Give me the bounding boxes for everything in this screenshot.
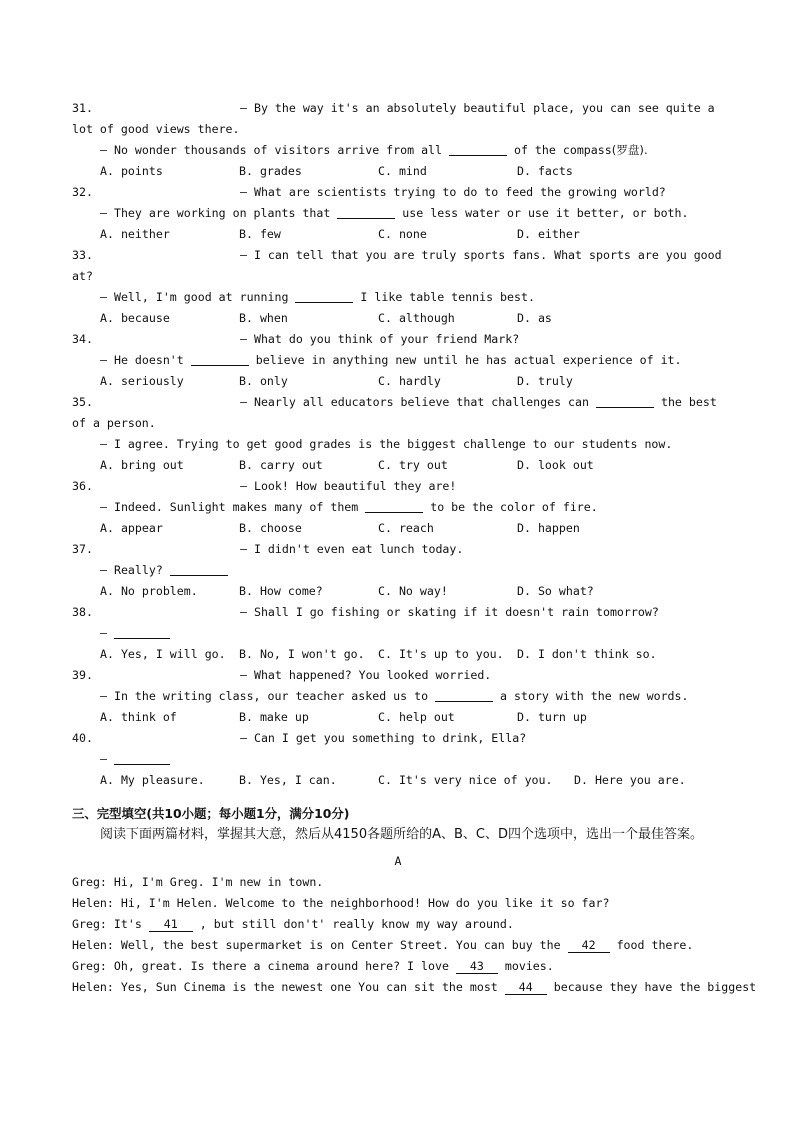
option-a[interactable]: A. bring out (100, 458, 184, 472)
question-39 (72, 665, 724, 728)
option-c[interactable]: C. try out (378, 458, 448, 472)
answer-blank[interactable] (365, 498, 423, 513)
option-b[interactable]: B. when (239, 311, 288, 325)
dialog-line (72, 914, 724, 935)
prompt-line: — I didn't even eat lunch today. (240, 542, 464, 556)
option-d[interactable]: D. Here you are. (574, 773, 686, 787)
prompt-continuation: lot of good views there. (72, 122, 240, 136)
question-40 (72, 728, 724, 791)
dialog-text: , but still don't' really know my way around. (192, 917, 514, 931)
reply-text: — I agree. Trying to get good grades is the biggest challenge to our students now. (100, 437, 673, 451)
dialog-text: movies. (497, 959, 554, 973)
prompt-line: the best (653, 395, 717, 409)
question-number: 34. (72, 332, 93, 346)
reply-text: — Really? (100, 563, 170, 577)
option-a[interactable]: A. neither (100, 227, 170, 241)
question-33 (72, 245, 724, 329)
option-d[interactable]: D. So what? (517, 584, 594, 598)
dialog-line (72, 872, 724, 893)
reply-text: — No wonder thousands of visitors arrive from all (100, 143, 450, 157)
option-b[interactable]: B. How come? (239, 584, 323, 598)
option-a[interactable]: A. Yes, I will go. (100, 647, 226, 661)
prompt-line: — What are scientists trying to do to feed the growing world? (240, 185, 666, 199)
dialog-text: Helen: Yes, Sun Cinema is the newest one You can sit the most (72, 980, 505, 994)
option-a[interactable]: A. think of (100, 710, 177, 724)
prompt-line: — By the way it's an absolutely beautiful place, you can see quite a (240, 101, 715, 115)
option-c[interactable]: C. although (378, 311, 455, 325)
option-a[interactable]: A. seriously (100, 374, 184, 388)
option-d[interactable]: D. I don't think so. (517, 647, 657, 661)
reply-text: a story with the new words. (493, 689, 689, 703)
option-c[interactable]: C. It's up to you. (378, 647, 504, 661)
answer-blank[interactable] (435, 687, 493, 702)
reply-text: of the compass (507, 143, 612, 157)
option-d[interactable]: D. as (517, 311, 552, 325)
prompt-continuation: at? (72, 269, 93, 283)
option-c[interactable]: C. It's very nice of you. (378, 773, 553, 787)
answer-blank[interactable] (114, 750, 170, 765)
dialog-text: Greg: Oh, great. Is there a cinema around here? I love (72, 959, 456, 973)
question-37 (72, 539, 724, 602)
option-b[interactable]: B. only (239, 374, 288, 388)
prompt-line: — Nearly all educators believe that challenges can (240, 395, 596, 409)
option-c[interactable]: C. hardly (378, 374, 441, 388)
dialog-line (72, 935, 724, 956)
cloze-blank[interactable]: 41 (149, 917, 193, 932)
prompt-continuation: of a person. (72, 416, 156, 430)
dialog (72, 872, 757, 998)
option-a[interactable]: A. My pleasure. (100, 773, 205, 787)
option-b[interactable]: B. grades (239, 164, 302, 178)
section-instructions: 阅读下面两篇材料，掌握其大意，然后从4150各题所给的A、B、C、D四个选项中，选出一个最佳答案。 (100, 827, 703, 842)
prompt-line: — Look! How beautiful they are! (240, 479, 457, 493)
dialog-text: Helen: Well, the best supermarket is on Center Street. You can buy the (72, 938, 568, 952)
cloze-blank[interactable]: 42 (568, 938, 610, 953)
option-d[interactable]: D. turn up (517, 710, 587, 724)
answer-blank[interactable] (114, 624, 170, 639)
question-number: 33. (72, 248, 93, 262)
question-number: 36. (72, 479, 93, 493)
prompt-line: — Shall I go fishing or skating if it doesn't rain tomorrow? (240, 605, 659, 619)
reply-text: use less water or use it better, or both. (395, 206, 689, 220)
question-32 (72, 182, 724, 245)
answer-blank[interactable] (449, 141, 507, 156)
option-c[interactable]: C. none (378, 227, 427, 241)
reply-text: — (100, 752, 114, 766)
question-number: 32. (72, 185, 93, 199)
prompt-line: — What do you think of your friend Mark? (240, 332, 520, 346)
question-31 (72, 98, 724, 182)
option-a[interactable]: A. because (100, 311, 170, 325)
dialog-text: because they have the biggest (546, 980, 757, 994)
reply-text: — He doesn't (100, 353, 191, 367)
option-b[interactable]: B. few (239, 227, 281, 241)
dialog-line (72, 893, 724, 914)
option-a[interactable]: A. appear (100, 521, 163, 535)
question-38 (72, 602, 724, 665)
reply-text: — Well, I'm good at running (100, 290, 296, 304)
option-c[interactable]: C. help out (378, 710, 455, 724)
prompt-line: — I can tell that you are truly sports fans. What sports are you good (240, 248, 722, 262)
option-d[interactable]: D. facts (517, 164, 573, 178)
dialog-text: Greg: It's (72, 917, 149, 931)
option-c[interactable]: C. No way! (378, 584, 448, 598)
reply-text: to be the color of fire. (423, 500, 598, 514)
option-d[interactable]: D. happen (517, 521, 580, 535)
cloze-blank[interactable]: 44 (505, 980, 547, 995)
answer-blank[interactable] (295, 288, 353, 303)
option-d[interactable]: D. look out (517, 458, 594, 472)
question-number: 35. (72, 395, 93, 409)
question-number: 39. (72, 668, 93, 682)
question-number: 31. (72, 101, 93, 115)
reply-text: — They are working on plants that (100, 206, 338, 220)
option-c[interactable]: C. reach (378, 521, 434, 535)
prompt-line: — What happened? You looked worried. (240, 668, 492, 682)
reply-text: — In the writing class, our teacher asked us to (100, 689, 436, 703)
exam-page (72, 98, 757, 998)
dialog-text: Helen: Hi, I'm Helen. Welcome to the neighborhood! How do you like it so far? (72, 896, 610, 910)
option-b[interactable]: B. make up (239, 710, 309, 724)
option-a[interactable]: A. points (100, 164, 163, 178)
dialog-line (72, 977, 757, 998)
answer-blank[interactable] (191, 351, 249, 366)
answer-blank[interactable] (170, 561, 228, 576)
option-b[interactable]: B. Yes, I can. (239, 773, 337, 787)
option-a[interactable]: A. No problem. (100, 584, 198, 598)
reply-text: I like table tennis best. (353, 290, 535, 304)
question-36 (72, 476, 724, 539)
question-number: 37. (72, 542, 93, 556)
prompt-line: — Can I get you something to drink, Ella? (240, 731, 527, 745)
option-c[interactable]: C. mind (378, 164, 427, 178)
passage-label: A (394, 854, 402, 868)
reply-text: believe in anything new until he has actual experience of it. (248, 353, 682, 367)
answer-blank[interactable] (337, 204, 395, 219)
reply-text: — Indeed. Sunlight makes many of them (100, 500, 366, 514)
option-b[interactable]: B. choose (239, 521, 302, 535)
option-b[interactable]: B. carry out (239, 458, 323, 472)
dialog-text: food there. (609, 938, 694, 952)
section-title: 三、完型填空(共10小题；每小题1分，满分10分) (72, 806, 350, 821)
question-34 (72, 329, 724, 392)
dialog-text: Greg: Hi, I'm Greg. I'm new in town. (72, 875, 324, 889)
option-b[interactable]: B. No, I won't go. (239, 647, 365, 661)
reply-note: (罗盘). (611, 143, 648, 157)
dialog-line (72, 956, 724, 977)
answer-blank[interactable] (596, 393, 654, 408)
question-number: 40. (72, 731, 93, 745)
question-number: 38. (72, 605, 93, 619)
question-35 (72, 392, 724, 476)
cloze-blank[interactable]: 43 (456, 959, 498, 974)
option-d[interactable]: D. truly (517, 374, 573, 388)
option-d[interactable]: D. either (517, 227, 580, 241)
reply-text: — (100, 626, 114, 640)
